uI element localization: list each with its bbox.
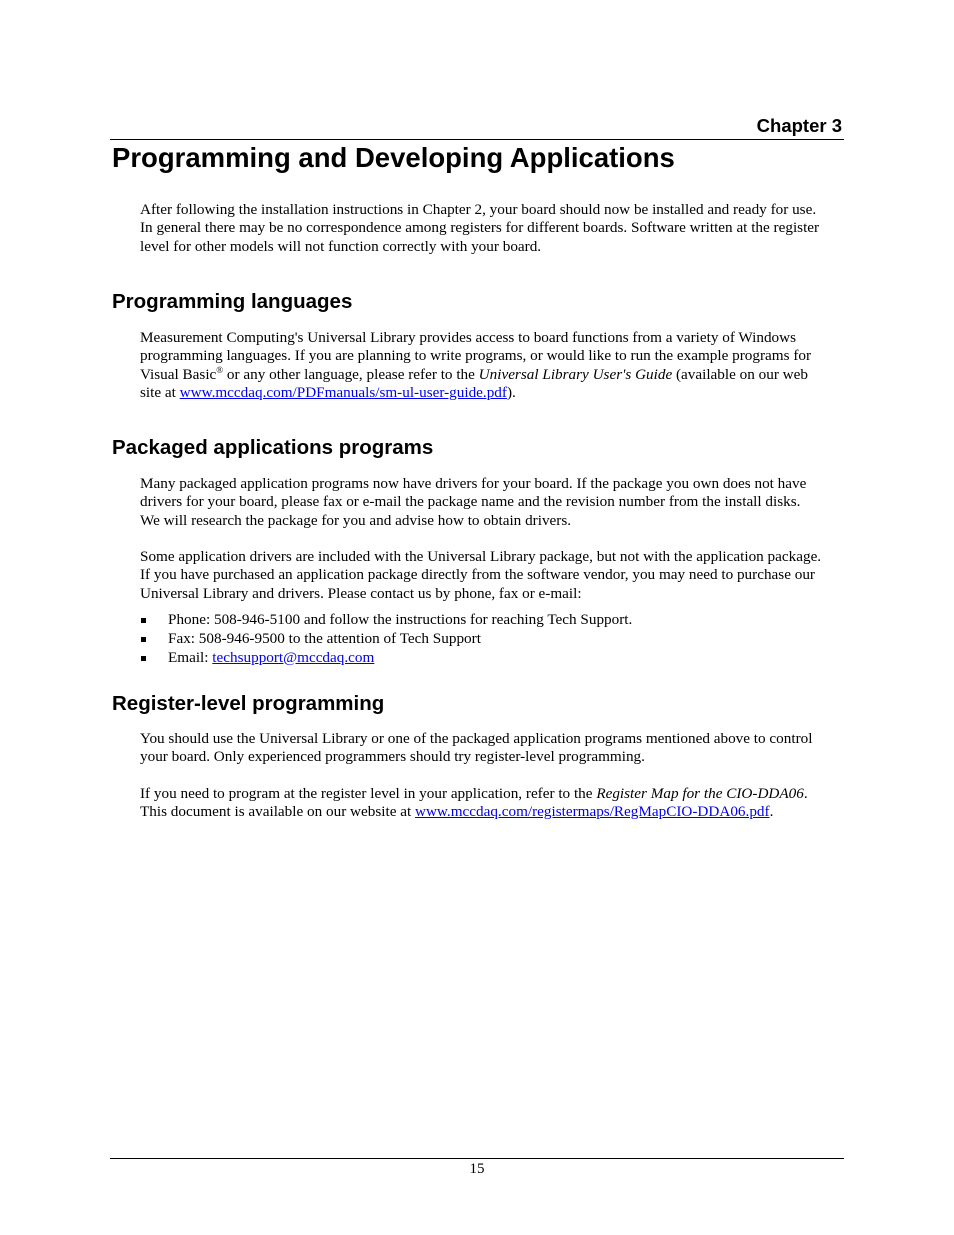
phone-text: Phone: 508-946-5100 and follow the instructions for reaching Tech Support. [168,611,633,628]
text-fragment: ). [506,384,516,402]
section-heading-register-level: Register-level programming [112,692,385,715]
bullet-square-icon [141,618,146,623]
text-line: Many packaged application programs now have drivers for your board. If the package you own does not have [140,475,807,492]
contact-list [140,611,840,667]
text-line [140,785,850,803]
footer-rule [110,1158,844,1159]
text-fragment: (available on our web [672,365,808,383]
list-item [140,611,840,630]
packaged-paragraph-1 [140,475,850,530]
registered-mark: ® [216,364,224,375]
register-map-link[interactable]: www.mccdaq.com/registermaps/RegMapCIO-DDA06.pdf [415,803,770,821]
intro-paragraph [140,201,850,256]
text-line: your board. Only experienced programmers should try register-level programming. [140,748,645,766]
text-fragment: site at [140,384,180,402]
text-fragment: . [803,785,808,802]
text-line [140,366,850,384]
text-line [140,384,850,402]
text-fragment: This document is available on our website at [140,803,415,821]
text-line: You should use the Universal Library or one of the packaged application programs mentioned above to control [140,730,813,747]
text-line: After following the installation instructions in Chapter 2, your board should now be installed and ready for use. [140,201,817,218]
register-map-title: Register Map for the CIO-DDA06 [596,785,804,802]
section-heading-packaged-applications: Packaged applications programs [112,436,434,459]
text-fragment: If you need to program at the register level in your application, refer to the [140,785,597,802]
list-item [140,649,840,668]
fax-text: Fax: 508-946-9500 to the attention of Tech Support [168,629,481,647]
header-rule [110,139,844,140]
text-line: Measurement Computing's Universal Library provides access to board functions from a variety of Windows [140,329,797,346]
support-email-link[interactable]: techsupport@mccdaq.com [212,648,375,666]
text-line: In general there may be no correspondence among registers for different boards. Software written at the register [140,219,820,237]
text-line: level for other models will not function correctly with your board. [140,237,542,255]
page-number: 15 [469,1161,485,1177]
text-fragment: . [769,803,774,821]
text-line: If you have purchased an application package directly from the software vendor, you may need to purchase our [140,566,815,584]
user-guide-link[interactable]: www.mccdaq.com/PDFmanuals/sm-ul-user-guide.pdf [179,384,507,402]
bullet-square-icon [141,656,146,661]
text-line [140,803,850,821]
guide-title: Universal Library User's Guide [478,365,673,383]
text-line: programming languages. If you are planning to write programs, or would like to run the example programs for [140,347,812,365]
register-paragraph-2 [140,785,850,822]
text-fragment: Visual Basic [140,365,217,383]
list-item [140,630,840,649]
page-title: Programming and Developing Applications [112,142,675,173]
packaged-paragraph-2 [140,548,850,603]
text-line: Universal Library and drivers. Please contact us by phone, fax or e-mail: [140,584,582,602]
text-fragment: or any other language, please refer to the [223,365,479,383]
section-heading-programming-languages: Programming languages [112,290,353,313]
languages-paragraph [140,329,850,403]
bullet-square-icon [141,637,146,642]
text-line: drivers for your board, please fax or e-mail the package name and the revision number from the install disks. [140,493,801,511]
text-line: We will research the package for you and advise how to obtain drivers. [140,511,572,529]
email-label: Email: [168,648,213,666]
register-paragraph-1 [140,730,850,767]
chapter-label: Chapter 3 [756,115,842,136]
text-line: Some application drivers are included with the Universal Library package, but not with the application package. [140,548,822,565]
